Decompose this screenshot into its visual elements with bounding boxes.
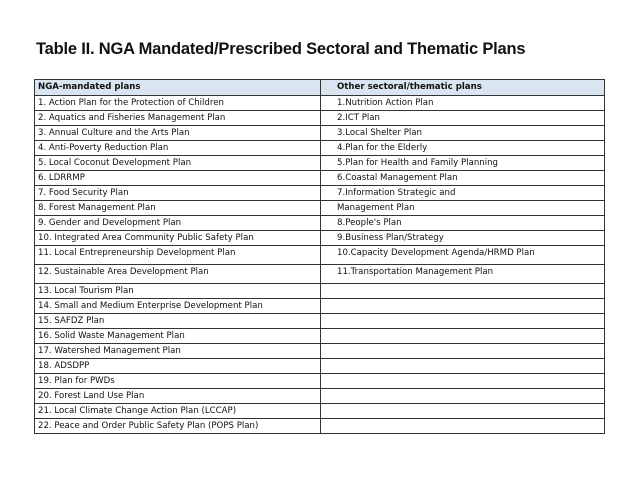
nga-plan-cell: 16. Solid Waste Management Plan — [35, 329, 321, 344]
other-plan-cell: 9.Business Plan/Strategy — [321, 231, 605, 246]
table-row — [35, 126, 605, 141]
nga-plan-cell: 4. Anti-Poverty Reduction Plan — [35, 141, 321, 156]
nga-plan-cell: 21. Local Climate Change Action Plan (LCCAP) — [35, 404, 321, 419]
other-plan-cell: 8.People's Plan — [321, 216, 605, 231]
other-plan-cell: 7.Information Strategic and — [321, 186, 605, 201]
nga-plan-cell: 10. Integrated Area Community Public Safety Plan — [35, 231, 321, 246]
nga-plan-cell: 15. SAFDZ Plan — [35, 314, 321, 329]
table-row — [35, 246, 605, 265]
table-row — [35, 186, 605, 201]
other-plan-cell — [321, 284, 605, 299]
nga-plan-cell: 5. Local Coconut Development Plan — [35, 156, 321, 171]
table-row — [35, 299, 605, 314]
other-plan-cell — [321, 314, 605, 329]
table-row — [35, 216, 605, 231]
other-plan-cell — [321, 299, 605, 314]
other-plan-cell: 10.Capacity Development Agenda/HRMD Plan — [321, 246, 605, 265]
other-plan-cell — [321, 419, 605, 434]
header-nga-mandated-plans: NGA-mandated plans — [35, 80, 321, 96]
table-row — [35, 265, 605, 284]
table-row — [35, 359, 605, 374]
other-plan-cell — [321, 329, 605, 344]
table-row — [35, 329, 605, 344]
table-row — [35, 96, 605, 111]
nga-plan-cell: 6. LDRRMP — [35, 171, 321, 186]
table-row — [35, 156, 605, 171]
other-plan-cell: 5.Plan for Health and Family Planning — [321, 156, 605, 171]
nga-plan-cell: 18. ADSDPP — [35, 359, 321, 374]
table-row — [35, 344, 605, 359]
other-plan-cell: 11.Transportation Management Plan — [321, 265, 605, 284]
nga-plan-cell: 3. Annual Culture and the Arts Plan — [35, 126, 321, 141]
table-row — [35, 419, 605, 434]
nga-plan-cell: 11. Local Entrepreneurship Development Plan — [35, 246, 321, 265]
nga-plan-cell: 12. Sustainable Area Development Plan — [35, 265, 321, 284]
table-header-row — [35, 80, 605, 96]
table-row — [35, 374, 605, 389]
nga-plan-cell: 22. Peace and Order Public Safety Plan (POPS Plan) — [35, 419, 321, 434]
table-row — [35, 201, 605, 216]
other-plan-cell — [321, 359, 605, 374]
nga-plan-cell: 14. Small and Medium Enterprise Development Plan — [35, 299, 321, 314]
other-plan-cell: 1.Nutrition Action Plan — [321, 96, 605, 111]
other-plan-cell: 3.Local Shelter Plan — [321, 126, 605, 141]
table-row — [35, 171, 605, 186]
nga-plan-cell: 9. Gender and Development Plan — [35, 216, 321, 231]
table-row — [35, 284, 605, 299]
table-row — [35, 314, 605, 329]
header-other-sectoral-plans: Other sectoral/thematic plans — [321, 80, 605, 96]
nga-plan-cell: 1. Action Plan for the Protection of Children — [35, 96, 321, 111]
other-plan-cell: Management Plan — [321, 201, 605, 216]
table-row — [35, 389, 605, 404]
other-plan-cell: 6.Coastal Management Plan — [321, 171, 605, 186]
nga-plan-cell: 19. Plan for PWDs — [35, 374, 321, 389]
other-plan-cell — [321, 374, 605, 389]
plans-table — [34, 79, 605, 434]
table-title: Table II. NGA Mandated/Prescribed Sectoral and Thematic Plans — [36, 40, 526, 58]
other-plan-cell — [321, 389, 605, 404]
table-row — [35, 111, 605, 126]
other-plan-cell: 2.ICT Plan — [321, 111, 605, 126]
other-plan-cell — [321, 344, 605, 359]
nga-plan-cell: 7. Food Security Plan — [35, 186, 321, 201]
table-row — [35, 141, 605, 156]
nga-plan-cell: 17. Watershed Management Plan — [35, 344, 321, 359]
other-plan-cell — [321, 404, 605, 419]
nga-plan-cell: 8. Forest Management Plan — [35, 201, 321, 216]
table-row — [35, 404, 605, 419]
nga-plan-cell: 13. Local Tourism Plan — [35, 284, 321, 299]
other-plan-cell: 4.Plan for the Elderly — [321, 141, 605, 156]
nga-plan-cell: 20. Forest Land Use Plan — [35, 389, 321, 404]
table-row — [35, 231, 605, 246]
nga-plan-cell: 2. Aquatics and Fisheries Management Plan — [35, 111, 321, 126]
